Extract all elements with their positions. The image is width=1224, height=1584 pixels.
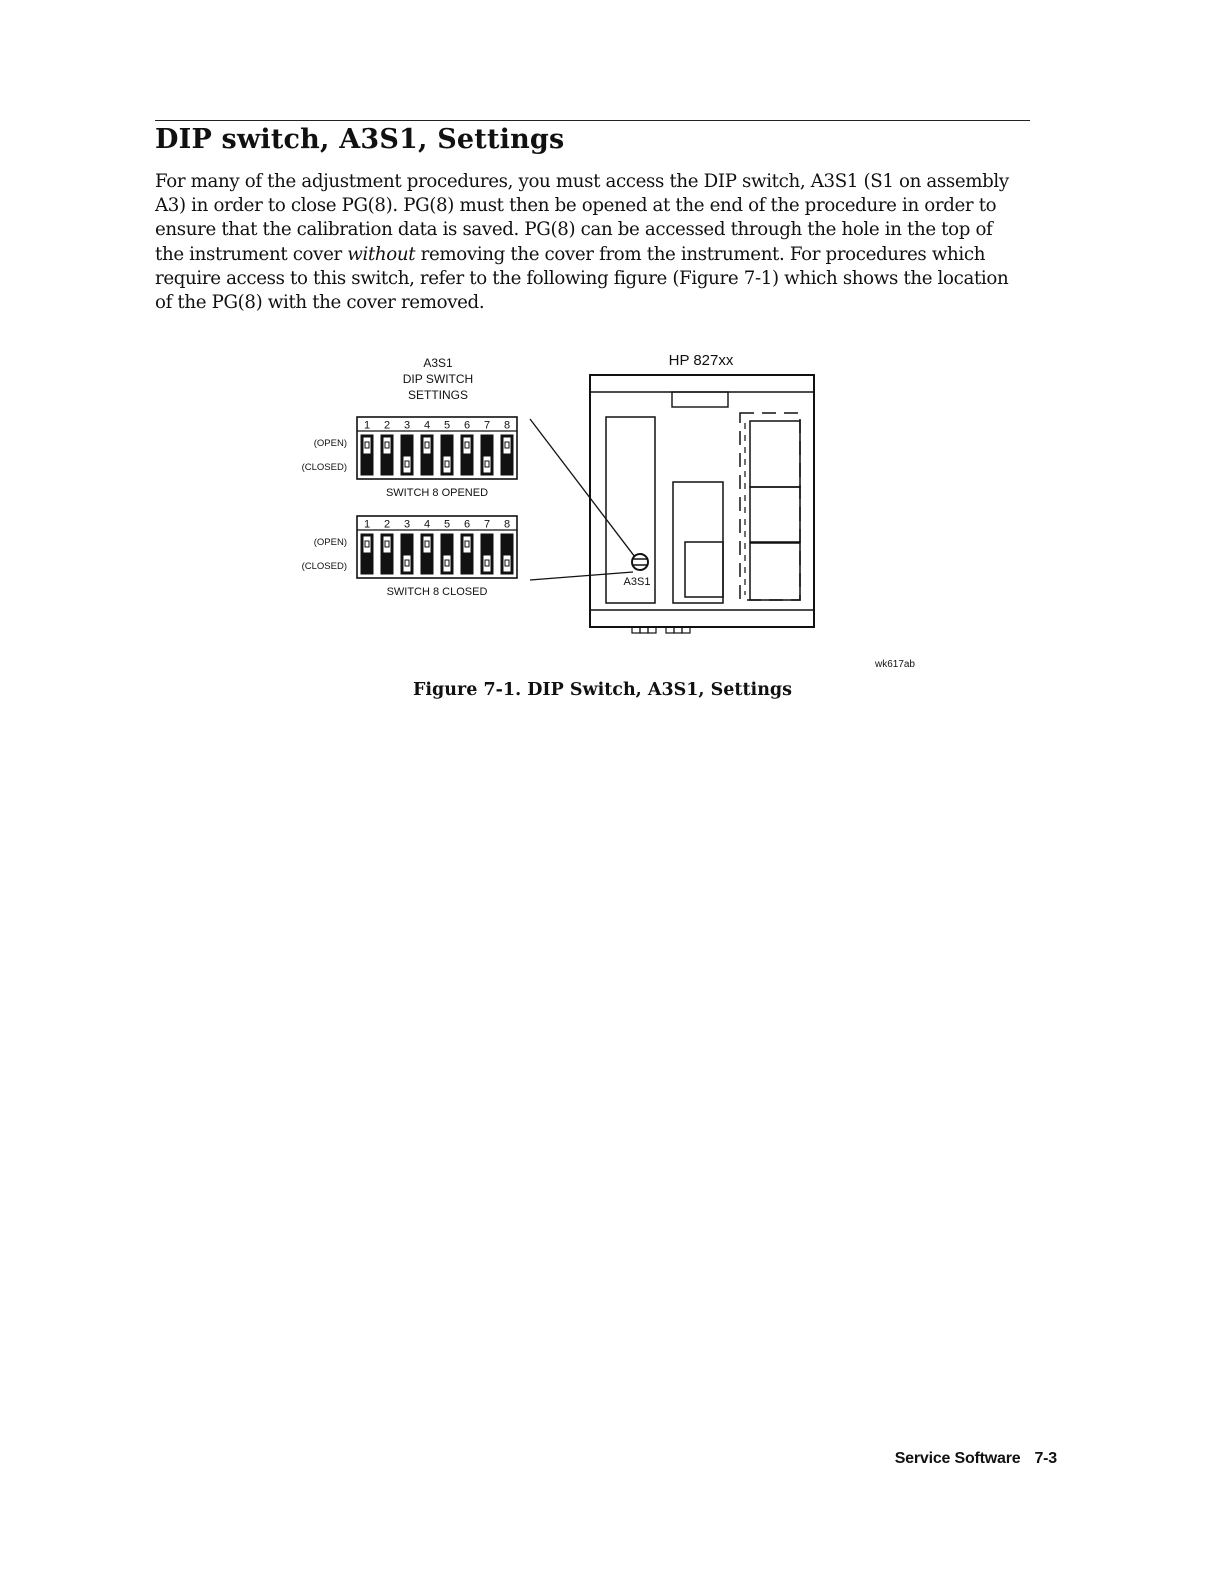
- open-label: (OPEN): [313, 438, 347, 449]
- switch-2-actuator-open: [383, 536, 391, 553]
- instrument-top-tab: [672, 392, 728, 407]
- instrument-label: HP 827xx: [668, 352, 734, 369]
- switch-position-number: 4: [423, 518, 431, 531]
- body-line: [155, 243, 1055, 267]
- switch-bank-opened: [357, 417, 517, 479]
- switch-position-number: 3: [403, 419, 411, 432]
- right-board-module-middle: [750, 487, 800, 542]
- switch-position-number: 1: [363, 518, 371, 531]
- switch-1-actuator-open: [363, 437, 371, 454]
- switch-7-actuator-closed: [483, 555, 491, 572]
- closed-label: (CLOSED): [301, 462, 347, 473]
- open-label: (OPEN): [313, 537, 347, 548]
- diagram-heading-line: A3S1: [423, 356, 453, 370]
- closed-label: (CLOSED): [301, 561, 347, 572]
- switch-position-number: 3: [403, 518, 411, 531]
- body-line: of the PG(8) with the cover removed.: [155, 292, 485, 314]
- switch-8-actuator-open: [503, 437, 511, 454]
- leader-line-lower: [530, 572, 633, 580]
- right-board-module-upper: [750, 421, 800, 487]
- emphasis-without: without: [347, 243, 416, 265]
- right-board-module-lower: [750, 543, 800, 600]
- instrument-outline: [590, 375, 814, 633]
- switch-5-actuator-closed: [443, 456, 451, 473]
- leader-line-upper: [530, 419, 638, 561]
- image-code: wk617ab: [874, 659, 915, 670]
- switch-3-actuator-closed: [403, 456, 411, 473]
- switch-position-number: 6: [463, 419, 471, 432]
- switch-position-number: 6: [463, 518, 471, 531]
- switch-position-number: 4: [423, 419, 431, 432]
- switch-position-number: 7: [483, 419, 491, 432]
- body-line: A3) in order to close PG(8). PG(8) must then be opened at the end of the procedure in order to: [155, 195, 997, 217]
- switch-position-number: 5: [443, 518, 451, 531]
- switch-4-actuator-open: [423, 536, 431, 553]
- switch-1-actuator-open: [363, 536, 371, 553]
- dip-switch-diagram: [280, 345, 940, 675]
- switch-6-actuator-open: [463, 536, 471, 553]
- instrument-case: [590, 375, 814, 627]
- switch-5-actuator-closed: [443, 555, 451, 572]
- a3s1-switch-location-icon: [632, 554, 648, 570]
- switch-6-actuator-open: [463, 437, 471, 454]
- body-line-part: removing the cover from the instrument. For procedures which: [415, 243, 986, 265]
- switch-position-number: 2: [383, 518, 391, 531]
- body-paragraph: [155, 170, 1055, 315]
- switch-8-actuator-closed: [503, 555, 511, 572]
- body-line: require access to this switch, refer to the following figure (Figure 7-1) which shows the location: [155, 267, 1009, 289]
- footer-section: Service Software: [894, 1450, 1021, 1467]
- switch-position-number: 8: [503, 518, 511, 531]
- switch-4-actuator-open: [423, 437, 431, 454]
- switch-position-number: 7: [483, 518, 491, 531]
- body-line: ensure that the calibration data is saved. PG(8) can be accessed through the hole in the top of: [155, 219, 993, 241]
- switch-position-number: 1: [363, 419, 371, 432]
- switch-3-actuator-closed: [403, 555, 411, 572]
- body-line-part: the instrument cover: [155, 243, 348, 265]
- switch-position-number: 2: [383, 419, 391, 432]
- switch-position-number: 5: [443, 419, 451, 432]
- switch-2-actuator-open: [383, 437, 391, 454]
- switch-position-number: 8: [503, 419, 511, 432]
- body-line: For many of the adjustment procedures, you must access the DIP switch, A3S1 (S1 on assembly: [155, 171, 1009, 192]
- page-number: 7-3: [1034, 1450, 1057, 1467]
- figure-dip-switch: [280, 345, 940, 675]
- switch-7-actuator-closed: [483, 456, 491, 473]
- figure-caption: Figure 7-1. DIP Switch, A3S1, Settings: [412, 680, 793, 700]
- page-footer: [860, 1450, 1057, 1468]
- top-rule: [155, 120, 1030, 121]
- switch-bank-closed: [357, 516, 517, 578]
- right-board-dashed: [740, 413, 800, 600]
- section-title: DIP switch, A3S1, Settings: [155, 124, 565, 155]
- diagram-heading-line: SETTINGS: [407, 388, 469, 402]
- switch-8-opened-caption: SWITCH 8 OPENED: [385, 487, 489, 499]
- diagram-heading-line: DIP SWITCH: [402, 372, 474, 386]
- a3s1-location-label: A3S1: [623, 576, 651, 588]
- center-board-module: [685, 542, 723, 597]
- switch-8-closed-caption: SWITCH 8 CLOSED: [386, 586, 488, 598]
